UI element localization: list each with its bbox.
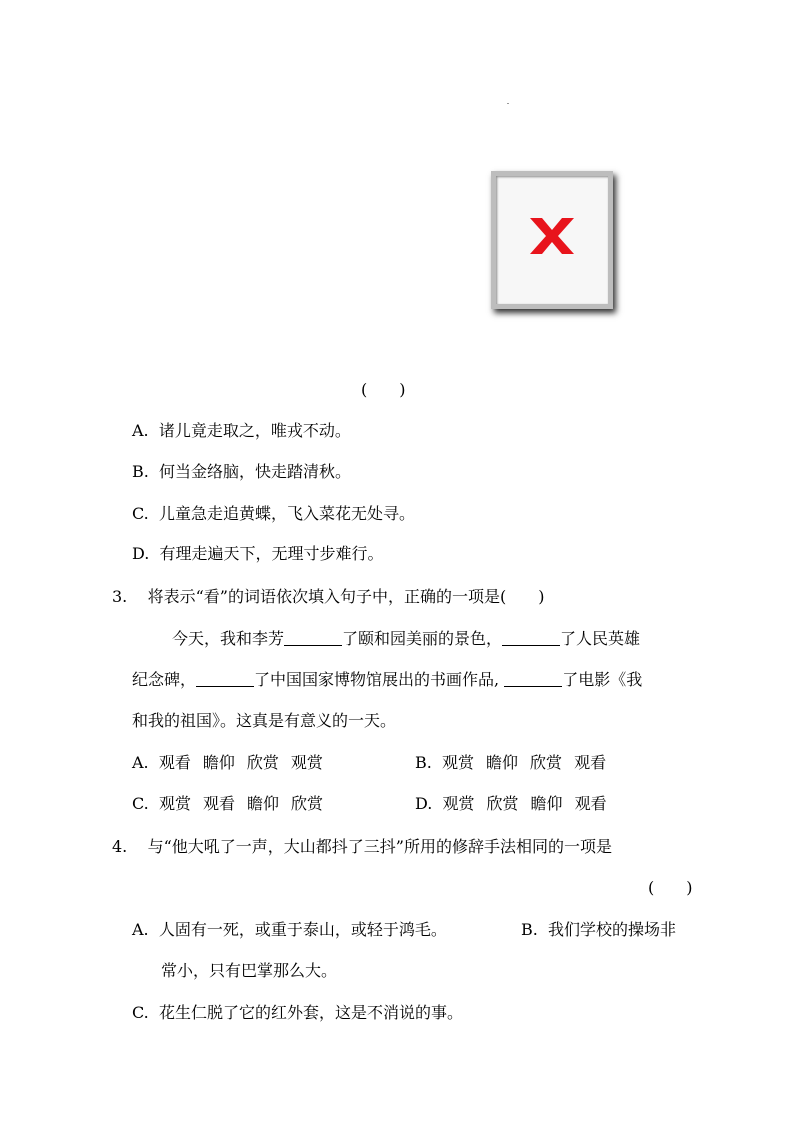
q3-option-c: C. 观赏 观看 瞻仰 欣赏: [132, 794, 323, 813]
q3-option-b: B. 观赏 瞻仰 欣赏 观看: [415, 753, 607, 772]
q4-option-c: C. 花生仁脱了它的红外套，这是不消说的事。: [132, 1003, 463, 1022]
answer-blank[interactable]: [196, 670, 254, 687]
q4-option-b: B. 我们学校的操场非: [521, 920, 677, 939]
q4-stem: 4. 与“他大吼了一声，大山都抖了三抖”所用的修辞手法相同的一项是: [112, 837, 612, 856]
q3-passage-line-1: 今天，我和李芳 了颐和园美丽的景色， 了人民英雄: [172, 629, 641, 648]
q3-passage-line-2: 纪念碑， 了中国国家博物馆展出的书画作品, 了电影《我: [132, 670, 643, 689]
q4-answer-paren: ( ): [648, 878, 693, 897]
q2-answer-paren: ( ): [361, 380, 406, 399]
q3-option-d: D. 观赏 欣赏 瞻仰 观看: [415, 794, 607, 813]
q4-option-a: A. 人固有一死，或重于泰山，或轻于鸿毛。: [132, 920, 447, 939]
answer-blank[interactable]: [502, 629, 560, 646]
q3-stem: 3. 将表示“看”的词语依次填入句子中，正确的一项是( ): [112, 587, 545, 606]
broken-image-x-icon: [526, 214, 578, 258]
q2-option-a: A. 诸儿竟走取之，唯戎不动。: [132, 421, 351, 440]
q2-option-c: C. 儿童急走追黄蝶，飞入菜花无处寻。: [132, 504, 415, 523]
q2-option-d: D. 有理走遍天下，无理寸步难行。: [132, 544, 384, 563]
q3-number: 3.: [112, 587, 128, 606]
q3-passage-line-3: 和我的祖国》。这真是有意义的一天。: [132, 711, 397, 730]
answer-blank[interactable]: [284, 629, 342, 646]
broken-image: [491, 171, 613, 309]
q4-number: 4.: [112, 837, 128, 856]
q3-option-a: A. 观看 瞻仰 欣赏 观赏: [132, 753, 323, 772]
q4-option-b-continued: 常小，只有巴掌那么大。: [161, 961, 338, 980]
answer-blank[interactable]: [504, 670, 562, 687]
q2-option-b: B. 何当金络脑，快走踏清秋。: [132, 462, 352, 481]
stray-dot: [507, 103, 509, 104]
